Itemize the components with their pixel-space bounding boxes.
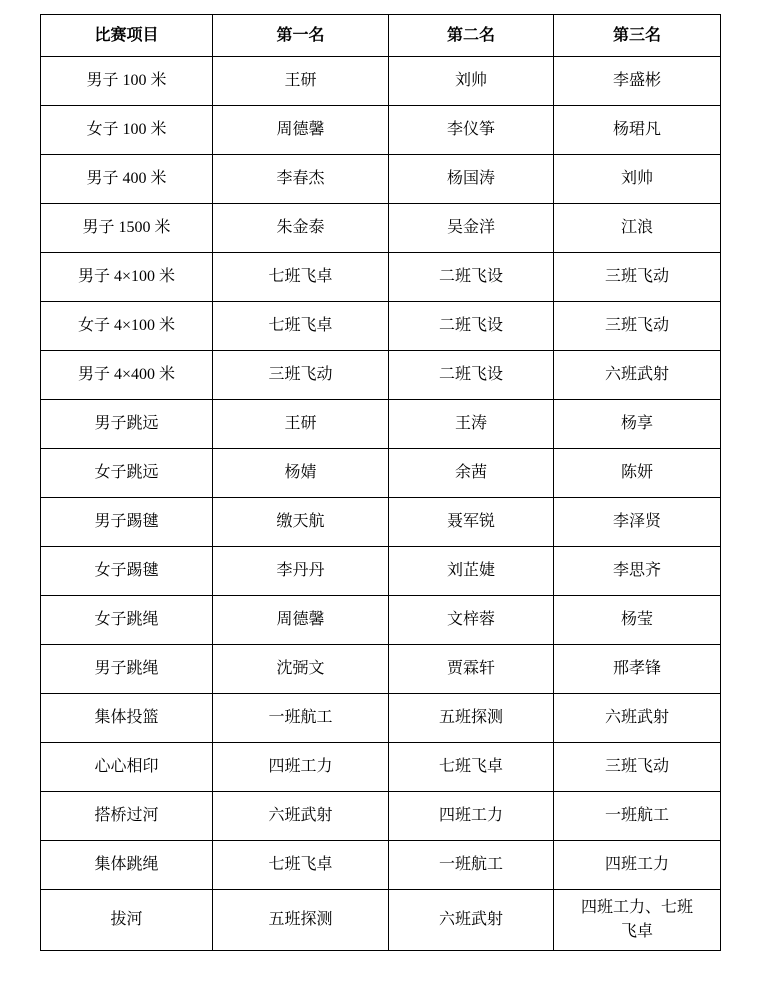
second-place-cell: 刘芷婕 <box>389 547 554 596</box>
first-place-cell: 缴天航 <box>213 498 389 547</box>
first-place-cell: 七班飞卓 <box>213 302 389 351</box>
first-place-cell: 五班探测 <box>213 890 389 951</box>
table-row <box>41 743 721 792</box>
table-row <box>41 645 721 694</box>
third-place-cell: 刘帅 <box>554 155 721 204</box>
third-place-cell: 邢孝锋 <box>554 645 721 694</box>
first-place-cell: 朱金泰 <box>213 204 389 253</box>
third-place-cell: 六班武射 <box>554 694 721 743</box>
table-row <box>41 890 721 951</box>
table-row <box>41 498 721 547</box>
second-place-cell: 贾霖轩 <box>389 645 554 694</box>
table-row <box>41 792 721 841</box>
event-cell: 心心相印 <box>41 743 213 792</box>
results-table <box>40 14 721 951</box>
event-cell: 男子 4×400 米 <box>41 351 213 400</box>
event-cell: 女子跳绳 <box>41 596 213 645</box>
event-cell: 男子 4×100 米 <box>41 253 213 302</box>
second-place-cell: 李仪筝 <box>389 106 554 155</box>
second-place-cell: 余茜 <box>389 449 554 498</box>
third-place-cell: 陈妍 <box>554 449 721 498</box>
first-place-cell: 三班飞动 <box>213 351 389 400</box>
third-place-cell: 杨珺凡 <box>554 106 721 155</box>
event-cell: 拔河 <box>41 890 213 951</box>
column-header-second-place: 第二名 <box>389 15 554 57</box>
event-cell: 男子跳远 <box>41 400 213 449</box>
third-place-cell: 一班航工 <box>554 792 721 841</box>
event-cell: 搭桥过河 <box>41 792 213 841</box>
first-place-cell: 七班飞卓 <box>213 253 389 302</box>
table-row <box>41 155 721 204</box>
table-row <box>41 449 721 498</box>
third-place-cell: 李盛彬 <box>554 57 721 106</box>
table-row <box>41 253 721 302</box>
event-cell: 男子 100 米 <box>41 57 213 106</box>
third-place-cell: 三班飞动 <box>554 253 721 302</box>
third-place-cell: 杨享 <box>554 400 721 449</box>
first-place-cell: 七班飞卓 <box>213 841 389 890</box>
second-place-cell: 五班探测 <box>389 694 554 743</box>
third-place-cell: 三班飞动 <box>554 743 721 792</box>
table-row <box>41 302 721 351</box>
third-place-cell: 李泽贤 <box>554 498 721 547</box>
third-place-cell: 四班工力、七班飞卓 <box>554 890 721 951</box>
second-place-cell: 四班工力 <box>389 792 554 841</box>
table-row <box>41 351 721 400</box>
first-place-cell: 李丹丹 <box>213 547 389 596</box>
table-row <box>41 400 721 449</box>
first-place-cell: 一班航工 <box>213 694 389 743</box>
second-place-cell: 杨国涛 <box>389 155 554 204</box>
event-cell: 女子跳远 <box>41 449 213 498</box>
third-place-cell: 杨莹 <box>554 596 721 645</box>
table-header-row <box>41 15 721 57</box>
second-place-cell: 一班航工 <box>389 841 554 890</box>
event-cell: 男子 1500 米 <box>41 204 213 253</box>
event-cell: 男子 400 米 <box>41 155 213 204</box>
third-place-cell: 六班武射 <box>554 351 721 400</box>
first-place-cell: 沈弼文 <box>213 645 389 694</box>
first-place-cell: 王研 <box>213 57 389 106</box>
table-row <box>41 106 721 155</box>
third-place-cell: 四班工力 <box>554 841 721 890</box>
third-place-cell: 江浪 <box>554 204 721 253</box>
column-header-third-place: 第三名 <box>554 15 721 57</box>
event-cell: 男子跳绳 <box>41 645 213 694</box>
event-cell: 女子 100 米 <box>41 106 213 155</box>
second-place-cell: 七班飞卓 <box>389 743 554 792</box>
second-place-cell: 文梓蓉 <box>389 596 554 645</box>
first-place-cell: 周德馨 <box>213 596 389 645</box>
first-place-cell: 周德馨 <box>213 106 389 155</box>
second-place-cell: 刘帅 <box>389 57 554 106</box>
second-place-cell: 二班飞设 <box>389 253 554 302</box>
table-row <box>41 547 721 596</box>
table-row <box>41 57 721 106</box>
event-cell: 集体跳绳 <box>41 841 213 890</box>
event-cell: 集体投篮 <box>41 694 213 743</box>
table-row <box>41 204 721 253</box>
second-place-cell: 二班飞设 <box>389 351 554 400</box>
column-header-event: 比赛项目 <box>41 15 213 57</box>
first-place-cell: 李春杰 <box>213 155 389 204</box>
third-place-cell: 李思齐 <box>554 547 721 596</box>
second-place-cell: 吴金洋 <box>389 204 554 253</box>
second-place-cell: 六班武射 <box>389 890 554 951</box>
second-place-cell: 二班飞设 <box>389 302 554 351</box>
table-row <box>41 596 721 645</box>
first-place-cell: 四班工力 <box>213 743 389 792</box>
table-row <box>41 694 721 743</box>
third-place-cell: 三班飞动 <box>554 302 721 351</box>
first-place-cell: 王研 <box>213 400 389 449</box>
first-place-cell: 杨婧 <box>213 449 389 498</box>
event-cell: 女子踢毽 <box>41 547 213 596</box>
table-row <box>41 841 721 890</box>
column-header-first-place: 第一名 <box>213 15 389 57</box>
first-place-cell: 六班武射 <box>213 792 389 841</box>
event-cell: 女子 4×100 米 <box>41 302 213 351</box>
second-place-cell: 王涛 <box>389 400 554 449</box>
second-place-cell: 聂军锐 <box>389 498 554 547</box>
event-cell: 男子踢毽 <box>41 498 213 547</box>
